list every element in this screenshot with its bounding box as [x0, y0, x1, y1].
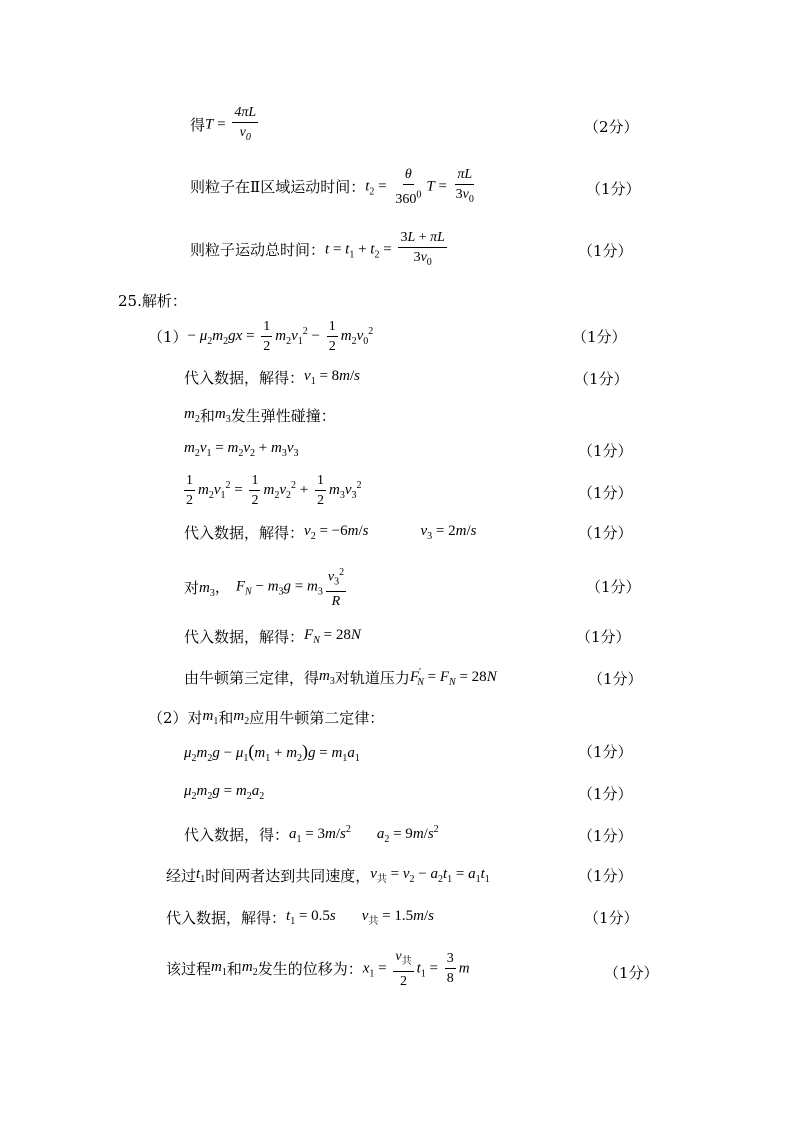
score-10: （1分）	[576, 628, 631, 646]
m2-symbol: $m_2$	[184, 406, 200, 425]
part1-label: （1）	[148, 328, 188, 346]
line-momentum	[184, 440, 298, 459]
t1-symbol: $t_1$	[196, 866, 206, 885]
line-t1-values	[166, 907, 434, 928]
t1-values-prefix: 代入数据，解得：	[166, 909, 287, 927]
momentum-formula: $m_2v_1 = m_2v_2 + m_3v_3$	[184, 440, 299, 459]
part2-and: 和	[218, 709, 234, 727]
line-collision	[184, 405, 336, 426]
v3-formula: $v_3 = 2m/s$	[420, 523, 477, 542]
score-16: （1分）	[584, 909, 639, 927]
a1-formula: $\mu_2m_2g - \mu_1(m_1 + m_2)g = m_1a_1$	[184, 741, 360, 764]
line-fn	[184, 626, 361, 647]
score-7: （1分）	[578, 484, 633, 502]
line-time-region2	[190, 166, 479, 208]
dui-prefix: 对	[184, 578, 200, 597]
score-14: （1分）	[578, 827, 633, 845]
time-region2-formula: $t_2$ = $\frac{\theta}{360^0}$ T = $\frac{\pi L}{3v_0}$	[365, 167, 474, 207]
a2-formula: $\mu_2m_2g = m_2a_2$	[184, 783, 265, 802]
m2-symbol-2: $m_2$	[233, 708, 250, 727]
score-17: （1分）	[604, 964, 659, 982]
line-a-values	[184, 824, 439, 845]
question-25-heading	[118, 290, 187, 311]
line-energy	[148, 318, 373, 355]
total-time-formula: $t = t_1 + t_2$ = $\frac{3L + \pi L}{3v_0}$	[325, 230, 445, 268]
period-formula: T = $\frac{4\pi L}{v_0}$	[205, 105, 257, 143]
line-displacement	[166, 948, 470, 990]
part2-prefix: （2）对	[148, 709, 203, 727]
line-v2-v3	[184, 522, 476, 543]
line-part2	[148, 707, 384, 728]
displacement-prefix: 该过程	[166, 960, 212, 979]
m1-symbol-2: $m_1$	[211, 959, 227, 979]
score-4: （1分）	[572, 328, 627, 346]
line-a1-eq	[184, 741, 360, 764]
displacement-formula: $x_1$ = $\frac{v_共}{2}$ $t_1$ = $\frac{3}{8}$ m	[362, 949, 470, 989]
common-velocity-text: 时间两者达到共同速度，	[205, 867, 371, 885]
score-2: （1分）	[586, 180, 641, 198]
v1-prefix: 代入数据，解得：	[184, 369, 305, 387]
m1-symbol: $m_1$	[202, 708, 219, 727]
m3-symbol-2: $m_3$，	[199, 579, 230, 599]
line-period	[190, 104, 261, 146]
question-25-label: 25.解析：	[118, 292, 187, 310]
newton-text: 对轨道压力	[334, 669, 410, 687]
collision-and: 和	[199, 407, 215, 425]
line-kinetic-energy	[184, 472, 361, 509]
fn-formula: $F_N = 28N$	[304, 627, 361, 646]
score-1: （2分）	[584, 118, 639, 136]
time-region2-prefix: 则粒子在Ⅱ区域运动时间：	[190, 178, 366, 197]
a2-value: $a_2 = 9m/s^2$	[376, 824, 439, 845]
score-12: （1分）	[578, 743, 633, 761]
line-newton-third	[184, 667, 497, 688]
period-prefix: 得	[190, 116, 206, 135]
energy-formula: − $\mu_2m_2gx$ = $\frac{1}{2}$ $m_2v_1^2$ − $\frac{1}{2}$ $m_2v_0^2$	[187, 319, 374, 354]
common-velocity-formula: $v_共 = v_2 - a_2t_1 = a_1t_1$	[370, 866, 490, 885]
line-v1	[184, 367, 360, 388]
common-velocity-prefix: 经过	[166, 867, 197, 885]
v2v3-prefix: 代入数据，解得：	[184, 524, 305, 542]
part2-text: 应用牛顿第二定律：	[249, 709, 385, 727]
total-time-prefix: 则粒子运动总时间：	[190, 241, 326, 260]
score-8: （1分）	[578, 524, 633, 542]
a-values-prefix: 代入数据，得：	[184, 826, 290, 844]
displacement-text: 发生的位移为：	[257, 960, 363, 979]
t1-value: $t_1 = 0.5s$	[286, 908, 336, 927]
fn-prefix: 代入数据，解得：	[184, 628, 305, 646]
v2-formula: $v_2 = -6m/s$	[304, 523, 369, 542]
score-15: （1分）	[578, 867, 633, 885]
m3-symbol-3: $m_3$	[319, 668, 335, 687]
line-normal-force-eq	[184, 564, 349, 610]
normal-force-formula: $F_N - m_3g = m_3$ $\frac{v_3^2}{R}$	[236, 564, 349, 610]
score-13: （1分）	[578, 785, 633, 803]
reaction-force-formula: $F'_N = F_N = 28N$	[409, 667, 497, 688]
a1-value: $a_1 = 3m/s^2$	[289, 824, 351, 845]
kinetic-energy-formula: $\frac{1}{2}$ $m_2v_1^2$ = $\frac{1}{2}$ $m_2v_2^2$ + $\frac{1}{2}$ $m_3v_3^2$	[186, 473, 362, 508]
score-11: （1分）	[588, 670, 643, 688]
score-6: （1分）	[578, 442, 633, 460]
newton-prefix: 由牛顿第三定律，得	[184, 669, 320, 687]
displacement-and: 和	[226, 960, 242, 979]
m2-symbol-3: $m_2$	[241, 959, 258, 979]
line-common-velocity	[166, 865, 490, 886]
score-3: （1分）	[578, 242, 633, 260]
score-5: （1分）	[574, 370, 629, 388]
line-a2-eq	[184, 783, 264, 802]
v-common-value: $v_共 = 1.5m/s$	[361, 908, 434, 927]
score-9: （1分）	[586, 578, 641, 596]
line-total-time	[190, 229, 450, 271]
collision-text: 发生弹性碰撞：	[230, 407, 336, 425]
v1-formula: $v_1 = 8m/s$	[304, 368, 361, 387]
m3-symbol: $m_3$	[214, 406, 231, 425]
